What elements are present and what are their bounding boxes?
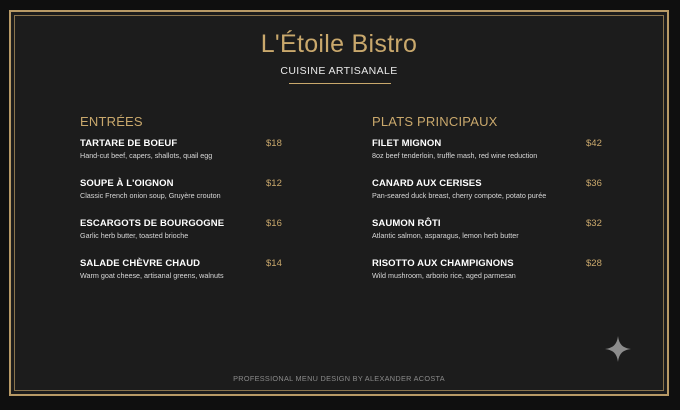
item-description: Pan-seared duck breast, cherry compote, potato purée bbox=[372, 191, 547, 200]
item-description: Atlantic salmon, asparagus, lemon herb butter bbox=[372, 231, 519, 240]
item-name: RISOTTO AUX CHAMPIGNONS bbox=[372, 258, 514, 269]
item-name: SALADE CHÈVRE CHAUD bbox=[80, 258, 201, 269]
item-name: SOUPE À L'OIGNON bbox=[80, 178, 174, 189]
item-price: $12 bbox=[266, 178, 282, 189]
item-description: 8oz beef tenderloin, truffle mash, red wine reduction bbox=[372, 151, 538, 160]
section-entrees bbox=[80, 114, 290, 298]
section-title: ENTRÉES bbox=[80, 114, 143, 129]
restaurant-title: L'Étoile Bistro bbox=[260, 30, 418, 58]
menu-item bbox=[80, 178, 290, 218]
restaurant-subtitle: CUISINE ARTISANALE bbox=[280, 65, 398, 77]
item-description: Classic French onion soup, Gruyère crouton bbox=[80, 191, 221, 200]
menu-item bbox=[372, 258, 602, 298]
item-price: $18 bbox=[266, 138, 282, 149]
item-price: $16 bbox=[266, 218, 282, 229]
item-description: Garlic herb butter, toasted brioche bbox=[80, 231, 189, 240]
menu-card bbox=[9, 10, 669, 396]
item-description: Wild mushroom, arborio rice, aged parmesan bbox=[372, 271, 516, 280]
menu-item bbox=[372, 138, 602, 178]
menu-item bbox=[372, 178, 602, 218]
item-description: Warm goat cheese, artisanal greens, walnuts bbox=[80, 271, 224, 280]
menu-item bbox=[80, 218, 290, 258]
sparkle-icon bbox=[605, 336, 631, 362]
item-name: TARTARE DE BOEUF bbox=[80, 138, 178, 149]
item-price: $36 bbox=[586, 178, 602, 189]
subtitle-divider bbox=[289, 83, 391, 84]
item-price: $42 bbox=[586, 138, 602, 149]
menu-item bbox=[372, 218, 602, 258]
item-name: SAUMON RÔTI bbox=[372, 218, 441, 229]
section-title: PLATS PRINCIPAUX bbox=[372, 114, 498, 129]
item-name: FILET MIGNON bbox=[372, 138, 442, 149]
item-price: $14 bbox=[266, 258, 282, 269]
item-name: CANARD AUX CERISES bbox=[372, 178, 482, 189]
footer-credit: PROFESSIONAL MENU DESIGN BY ALEXANDER ACOSTA bbox=[233, 374, 445, 383]
section-plats-principaux bbox=[372, 114, 602, 298]
item-description: Hand-cut beef, capers, shallots, quail egg bbox=[80, 151, 213, 160]
item-price: $28 bbox=[586, 258, 602, 269]
menu-item bbox=[80, 258, 290, 298]
menu-item bbox=[80, 138, 290, 178]
item-price: $32 bbox=[586, 218, 602, 229]
item-name: ESCARGOTS DE BOURGOGNE bbox=[80, 218, 225, 229]
